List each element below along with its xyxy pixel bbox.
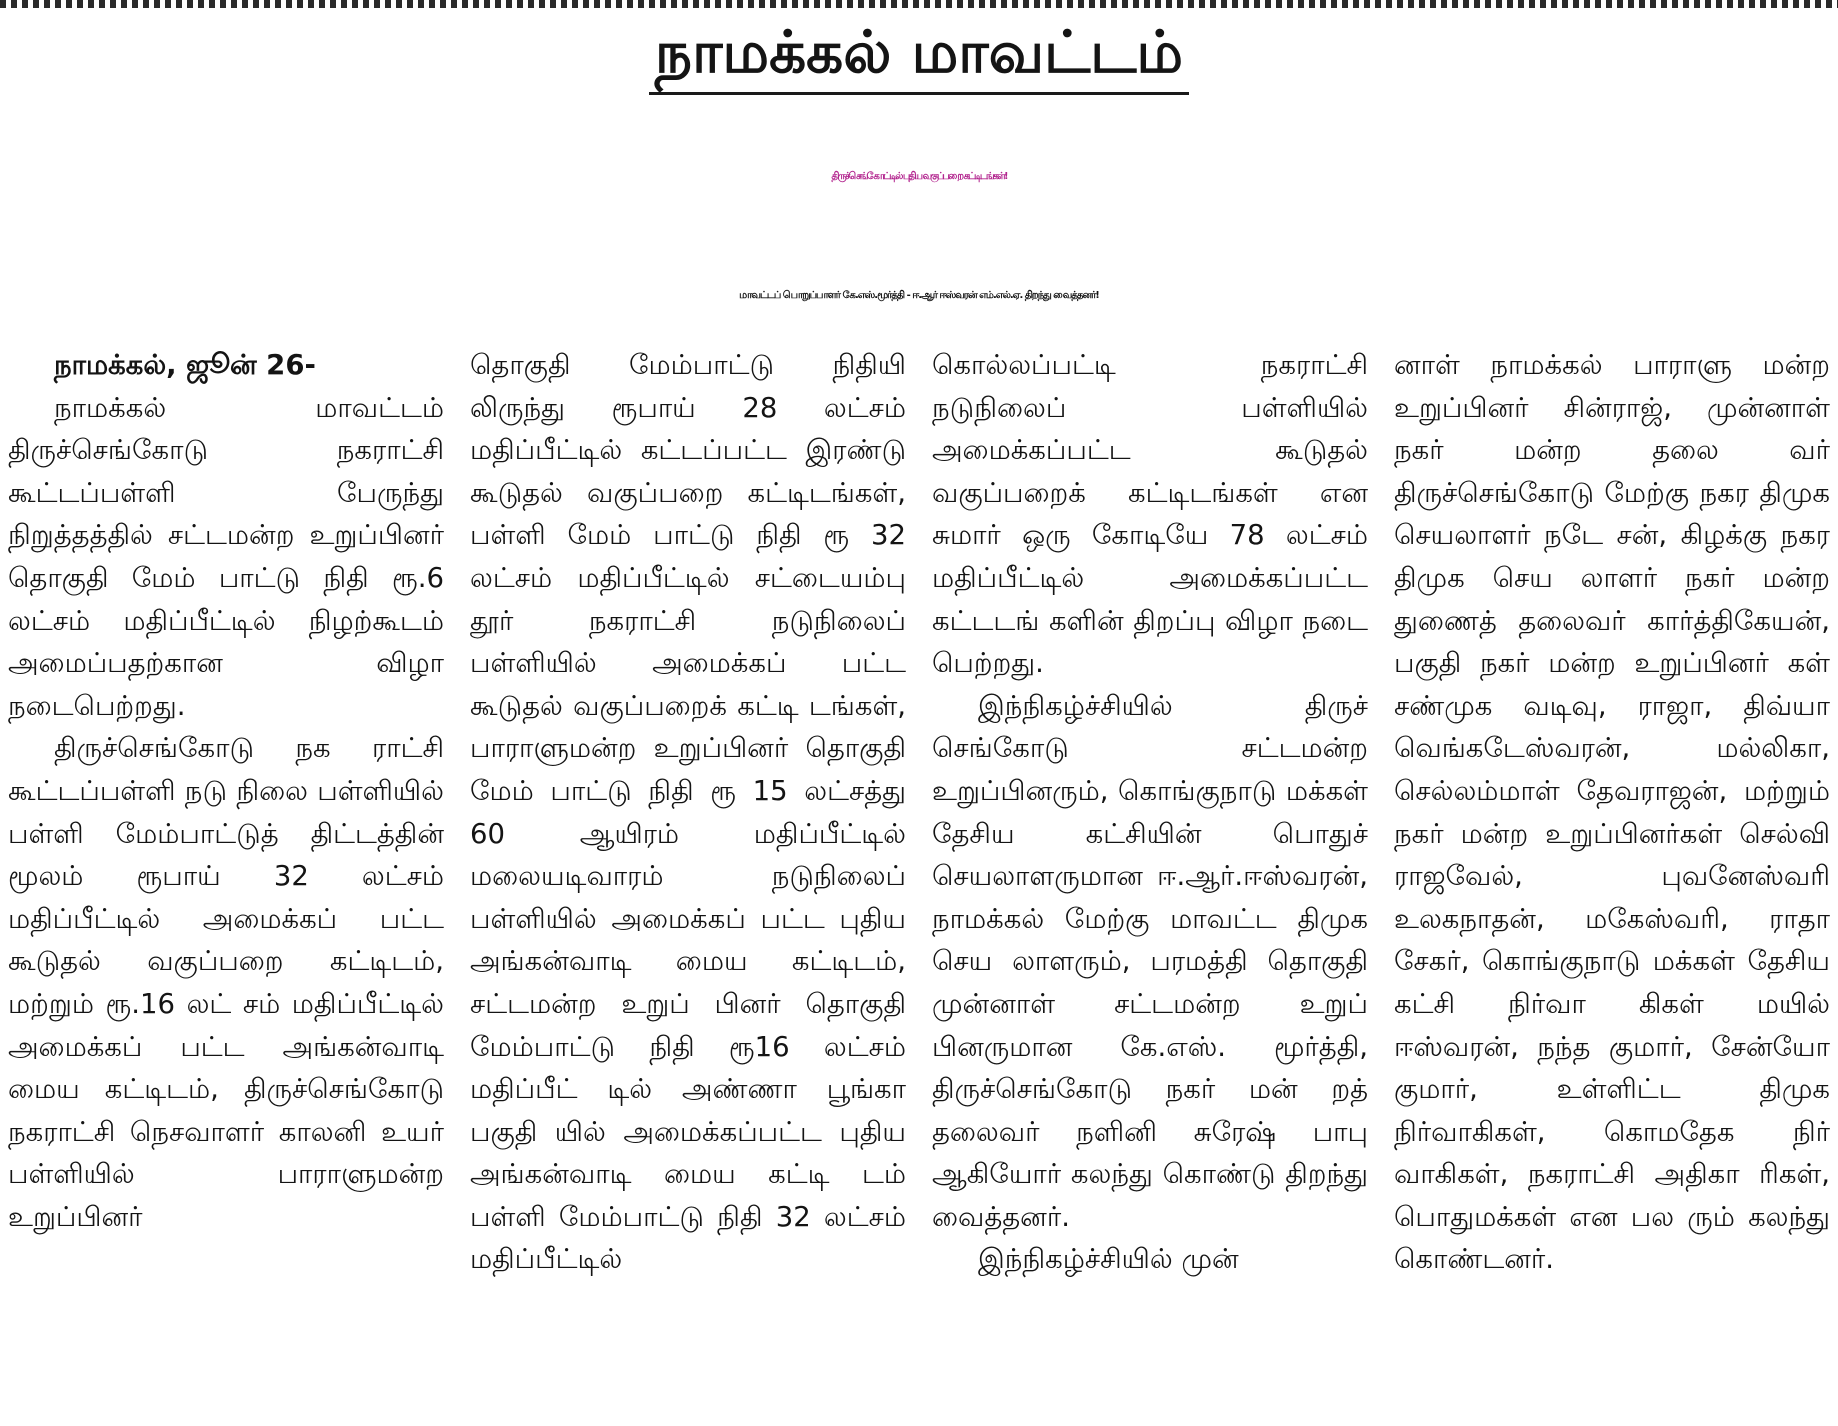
article-paragraph	[8, 344, 444, 387]
subheadline: மாவட்டப் பொறுப்பாளர் கே.எஸ்.மூர்த்தி - ஈ.ஆர் ஈஸ்வரன் எம்.எல்.ஏ. திறந்து வைத்தனர்!	[739, 290, 1099, 301]
headline: திருச்செங்கோட்டில் புதிய வகுப்பறை கட்டிடங்கள்!	[831, 171, 1007, 182]
kicker-text: நாமக்கல் மாவட்டம்	[649, 16, 1189, 95]
dateline: நாமக்கல், ஜூன் 26-	[54, 349, 316, 381]
article-paragraph: தொகுதி மேம்பாட்டு நிதியி லிருந்து ரூபாய் 28 லட்சம் மதிப்பீட்டில் கட்டப்பட்ட இரண்டு கூடுதல் வகுப்பறை கட்டிடங்கள், பள்ளி மேம் பாட்டு நிதி ரூ 32 லட்சம் மதிப்பீட்டில் சட்டையம்பு தூர் நகராட்சி நடுநிலைப் பள்ளியில் அமைக்கப் பட்ட கூடுதல் வகுப்பறைக் கட்டி டங்கள், பாராளுமன்ற உறுப்பினர் தொகுதி மேம் பாட்டு நிதி ரூ 15 லட்சத்து 60 ஆயிரம் மதிப்பீட்டில் மலையடிவாரம் நடுநிலைப் பள்ளியில் அமைக்கப் பட்ட புதிய அங்கன்வாடி மைய கட்டிடம், சட்டமன்ற உறுப் பினர் தொகுதி மேம்பாட்டு நிதி ரூ16 லட்சம் மதிப்பீட் டில் அண்ணா பூங்கா பகுதி யில் அமைக்கப்பட்ட புதிய அங்கன்வாடி மைய கட்டி டம் பள்ளி மேம்பாட்டு நிதி 32 லட்சம் மதிப்பீட்டில்	[470, 349, 906, 1276]
article-paragraph: நாமக்கல் மாவட்டம் திருச்செங்கோடு நகராட்சி கூட்டப்பள்ளி பேருந்து நிறுத்தத்தில் சட்டமன்ற உறுப்பினர் தொகுதி மேம் பாட்டு நிதி ரூ.6 லட்சம் மதிப்பீட்டில் நிழற்கூடம் அமைப்பதற்கான விழா நடைபெற்றது.	[8, 391, 444, 722]
article-paragraph: இந்நிகழ்ச்சியில் திருச் செங்கோடு சட்டமன்ற உறுப்பினரும், கொங்குநாடு மக்கள் தேசிய கட்சியின் பொதுச் செயலாளருமான ஈ.ஆர்.ஈஸ்வரன், நாமக்கல் மேற்கு மாவட்ட திமுக செய லாளரும், பரமத்தி தொகுதி முன்னாள் சட்டமன்ற உறுப் பினருமான கே.எஸ். மூர்த்தி, திருச்செங்கோடு நகர் மன் றத் தலைவர் நளினி சுரேஷ் பாபு ஆகியோர் கலந்து கொண்டு திறந்து வைத்தனர்.	[932, 689, 1368, 1233]
top-border-rule	[0, 0, 1838, 8]
article-body	[8, 344, 1830, 1424]
article-column-1	[8, 344, 444, 1424]
article-column-3	[932, 344, 1368, 1424]
article-paragraph: னாள் நாமக்கல் பாராளு மன்ற உறுப்பினர் சின்ராஜ், முன்னாள் நகர் மன்ற தலை வர் திருச்செங்கோடு மேற்கு நகர திமுக செயலாளர் நடே சன், கிழக்கு நகர திமுக செய லாளர் நகர் மன்ற துணைத் தலைவர் கார்த்திகேயன், பகுதி நகர் மன்ற உறுப்பினர் கள் சண்முக வடிவு, ராஜா, திவ்யா வெங்கடேஸ்வரன், மல்லிகா, செல்லம்மாள் தேவராஜன், மற்றும் நகர் மன்ற உறுப்பினர்கள் செல்வி ராஜவேல், புவனேஸ்வரி உலகநாதன், மகேஸ்வரி, ராதா சேகர், கொங்குநாடு மக்கள் தேசிய கட்சி நிர்வா கிகள் மயில் ஈஸ்வரன், நந்த குமார், சேன்யோ குமார், உள்ளிட்ட திமுக நிர்வாகிகள், கொமதேக நிர் வாகிகள், நகராட்சி அதிகா ரிகள், பொதுமக்கள் என பல ரும் கலந்து கொண்டனர்.	[1394, 349, 1830, 1276]
article-paragraph: கொல்லப்பட்டி நகராட்சி நடுநிலைப் பள்ளியில் அமைக்கப்பட்ட கூடுதல் வகுப்பறைக் கட்டிடங்கள் என சுமார் ஒரு கோடியே 78 லட்சம் மதிப்பீட்டில் அமைக்கப்பட்ட கட்டடங் களின் திறப்பு விழா நடை பெற்றது.	[932, 349, 1368, 680]
article-column-2	[470, 344, 906, 1424]
article-paragraph: திருச்செங்கோடு நக ராட்சி கூட்டப்பள்ளி நடு நிலை பள்ளியில் பள்ளி மேம்பாட்டுத் திட்டத்தின் மூலம் ரூபாய் 32 லட்சம் மதிப்பீட்டில் அமைக்கப் பட்ட கூடுதல் வகுப்பறை கட்டிடம், மற்றும் ரூ.16 லட் சம் மதிப்பீட்டில் அமைக்கப் பட்ட அங்கன்வாடி மைய கட்டிடம், திருச்செங்கோடு நகராட்சி நெசவாளர் காலனி உயர் பள்ளியில் பாராளுமன்ற உறுப்பினர்	[8, 732, 444, 1233]
article-column-4	[1394, 344, 1830, 1424]
article-paragraph: இந்நிகழ்ச்சியில் முன்	[978, 1243, 1239, 1276]
district-kicker	[0, 16, 1838, 95]
